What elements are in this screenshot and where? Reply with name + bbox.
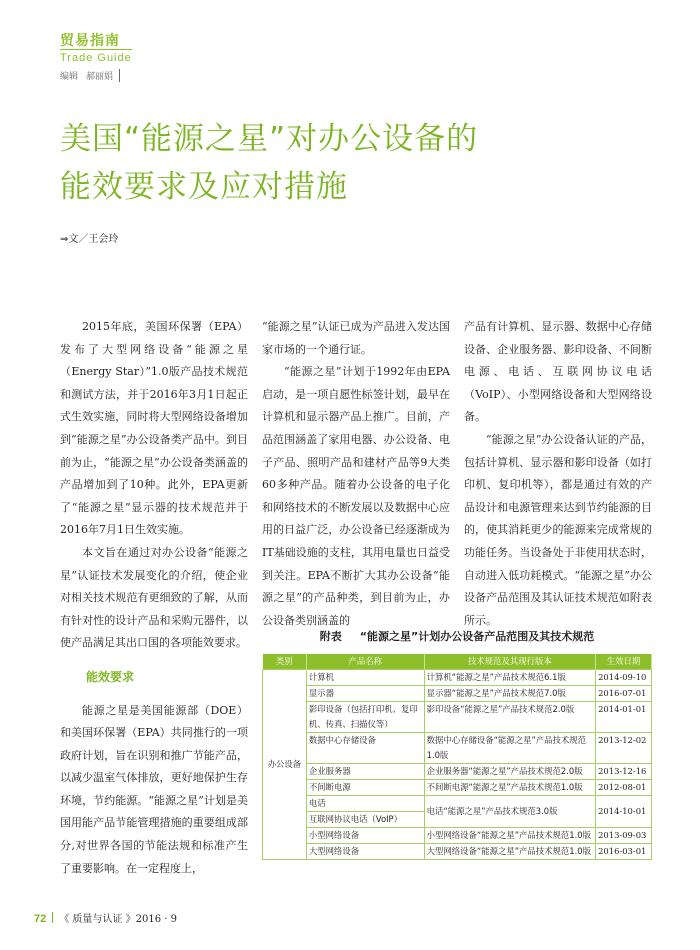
date-cell: 2013-09-03 bbox=[596, 828, 652, 844]
column-header: 产品名称 bbox=[306, 654, 424, 670]
paragraph: 产品有计算机、显示器、数据中心存储设备、企业服务器、影印设备、不间断电源、电话、互联网协议电话（VoIP）、小型网络设备和大型网络设备。 bbox=[464, 320, 652, 424]
title-line-1: 美国“能源之星”对办公设备的 bbox=[60, 121, 479, 157]
editor-name: 郝丽娟 bbox=[86, 72, 114, 82]
column-header: 技术规范及其现行版本 bbox=[424, 654, 595, 670]
paragraph: “能源之星”办公设备认证的产品，包括计算机、显示器和影印设备（如打印机、复印机等），都是通过有效的产品设计和电源管理来达到节约能源的目的，使其消耗更少的能源来完成常规的功能任务。当设备处于非使用状态时，自动进入低功耗模式。“能源之星”办公设备产品范围及其认证技术规范如附表所示。 bbox=[464, 432, 652, 627]
table-row bbox=[263, 686, 652, 702]
spec-cell: 不间断电源“能源之星”产品技术规范1.0版 bbox=[424, 780, 595, 796]
table-row bbox=[263, 764, 652, 780]
title-line-2: 能效要求及应对措施 bbox=[60, 169, 348, 205]
table-row bbox=[263, 702, 652, 733]
text-column-2 bbox=[262, 316, 450, 632]
product-cell: 小型网络设备 bbox=[306, 828, 424, 844]
footer-divider bbox=[52, 912, 53, 923]
date-cell: 2014-01-01 bbox=[596, 702, 652, 733]
table-caption-title: “能源之星”计划办公设备产品范围及其技术规范 bbox=[359, 630, 595, 643]
section-header bbox=[60, 30, 132, 83]
article-title bbox=[60, 115, 660, 211]
date-cell: 2013-12-02 bbox=[596, 733, 652, 764]
date-cell: 2016-03-01 bbox=[596, 844, 652, 860]
text-column-3 bbox=[464, 316, 652, 632]
paragraph: 能源之星是美国能源部（DOE）和美国环保署（EPA）共同推行的一项政府计划，旨在识别和推广节能产品，以减少温室气体排放，更好地保护生存环境，节约能源。“能源之星”计划是美国用能产品节能管理措施的重要组成部分,对世界各国的节能法规和标准产生了重要影响。在一定程度上， bbox=[60, 703, 248, 875]
section-title-en: Trade Guide bbox=[60, 52, 132, 64]
spec-cell: 计算机“能源之星”产品技术规范6.1版 bbox=[424, 670, 595, 686]
editor-credit bbox=[60, 69, 120, 82]
table-header-row bbox=[263, 654, 652, 670]
spec-cell: 电话“能源之星”产品技术规范3.0版 bbox=[424, 796, 595, 828]
product-cell: 互联网协议电话（VoIP） bbox=[306, 812, 424, 828]
table-row bbox=[263, 670, 652, 686]
spec-cell: 大型网络设备“能源之星”产品技术规范1.0版 bbox=[424, 844, 595, 860]
product-cell: 大型网络设备 bbox=[306, 844, 424, 860]
table-row bbox=[263, 733, 652, 764]
product-cell: 企业服务器 bbox=[306, 764, 424, 780]
product-cell: 计算机 bbox=[306, 670, 424, 686]
product-cell: 电话 bbox=[306, 796, 424, 812]
category-cell: 办公设备 bbox=[263, 670, 307, 860]
text-column-1 bbox=[60, 316, 248, 880]
spec-cell: 企业服务器“能源之星”产品技术规范2.0版 bbox=[424, 764, 595, 780]
table-row bbox=[263, 796, 652, 812]
column-header: 生效日期 bbox=[596, 654, 652, 670]
product-cell: 影印设备（包括打印机、复印机、传真、扫描仪等） bbox=[306, 702, 424, 733]
section-heading: 能效要求 bbox=[86, 669, 135, 684]
table-caption bbox=[262, 628, 652, 644]
page-number: 72 bbox=[34, 913, 47, 925]
paragraph: 本文旨在通过对办公设备“能源之星”认证技术发展变化的介绍，使企业对相关技术规范有更细致的了解，从而有针对性的设计产品和采购元器件，以使产品满足其出口国的各项能效要求。 bbox=[60, 545, 248, 650]
product-cell: 不间断电源 bbox=[306, 780, 424, 796]
date-cell: 2012-08-01 bbox=[596, 780, 652, 796]
paragraph: “能源之星”认证已成为产品进入发达国家市场的一个通行证。 bbox=[262, 320, 450, 356]
author-byline: ⇒文／王会玲 bbox=[60, 234, 119, 245]
paragraph: 2015年底，美国环保署（EPA）发布了大型网络设备“能源之星（Energy Star）”1.0版产品技术规范和测试方法，并于2016年3月1日起正式生效实施，同时将大型网络设备增加到“能源之星”办公设备类产品中。到目前为止，“能源之星”办公设备类涵盖的产品增加到了10种。此外，EPA更新了“能源之星”显示器的技术规范并于2016年7月1日生效实施。 bbox=[60, 320, 248, 537]
date-cell: 2014-09-10 bbox=[596, 670, 652, 686]
date-cell: 2016-07-01 bbox=[596, 686, 652, 702]
table-row bbox=[263, 780, 652, 796]
spec-table bbox=[262, 654, 652, 860]
spec-cell: 数据中心存储设备“能源之星”产品技术规范1.0版 bbox=[424, 733, 595, 764]
table-row bbox=[263, 828, 652, 844]
date-cell: 2014-10-01 bbox=[596, 796, 652, 828]
spec-cell: 小型网络设备“能源之星”产品技术规范1.0版 bbox=[424, 828, 595, 844]
editor-label: 编辑 bbox=[60, 72, 79, 82]
spec-cell: 影印设备“能源之星”产品技术规范2.0版 bbox=[424, 702, 595, 733]
table-row bbox=[263, 844, 652, 860]
product-cell: 显示器 bbox=[306, 686, 424, 702]
page-footer bbox=[34, 910, 177, 925]
section-title-zh: 贸易指南 bbox=[60, 33, 120, 49]
paragraph: “能源之星”计划于1992年由EPA启动，是一项自愿性标签计划，最早在计算机和显示器产品上推广。目前，产品范围涵盖了家用电器、办公设备、电子产品、照明产品和建材产品等9大类60多种产品。随着办公设备的电子化和网络技术的不断发展以及数据中心应用的日益广泛，办公设备已经逐渐成为IT基础设施的支柱，其用电量也日益受到关注。EPA不断扩大其办公设备“能源之星”的产品种类，到目前为止，办公设备类别涵盖的 bbox=[262, 365, 450, 627]
journal-name: 《 质量与认证 》2016 · 9 bbox=[59, 914, 177, 925]
table-caption-label: 附表 bbox=[319, 630, 342, 643]
product-cell: 数据中心存储设备 bbox=[306, 733, 424, 764]
header-divider bbox=[60, 49, 132, 50]
column-header: 类别 bbox=[263, 654, 307, 670]
spec-cell: 显示器“能源之星”产品技术规范7.0版 bbox=[424, 686, 595, 702]
date-cell: 2013-12-16 bbox=[596, 764, 652, 780]
